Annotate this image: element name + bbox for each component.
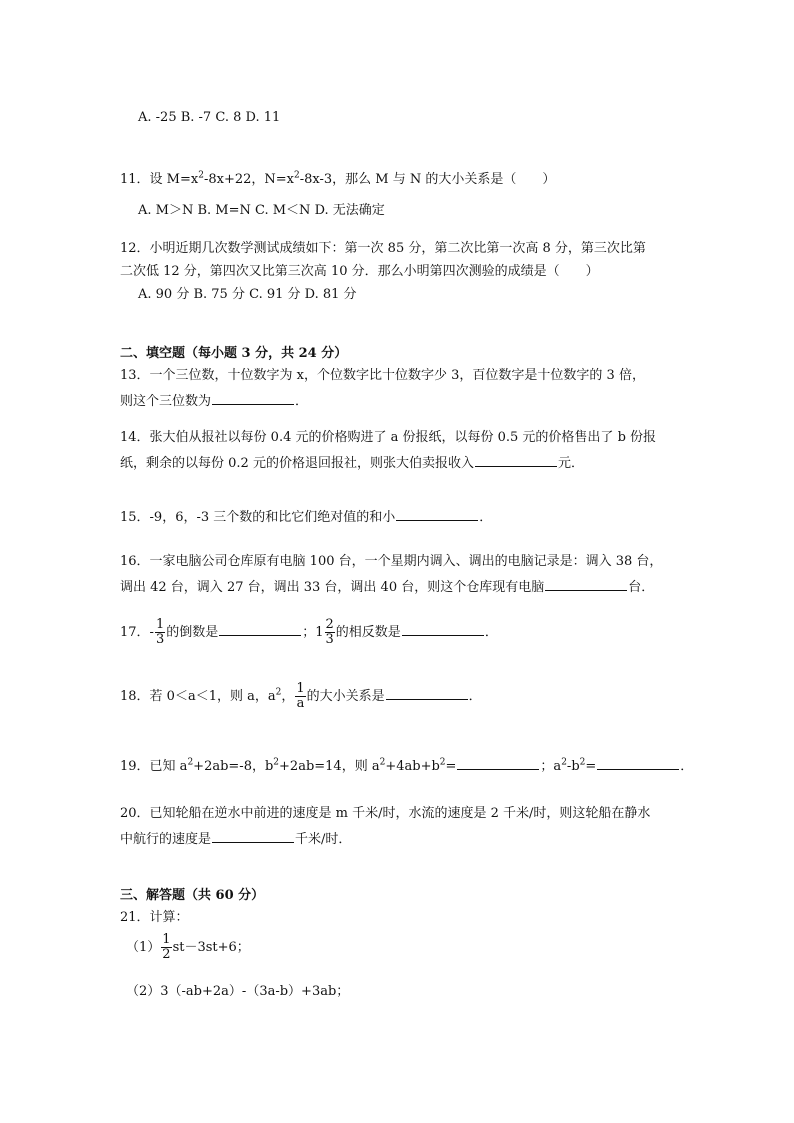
q19-s5: 2: [561, 757, 567, 768]
q17-fraction-1-numerator: 1: [155, 617, 165, 632]
q18-prefix: 18．若 0＜a＜1，则 a，a: [120, 689, 276, 704]
q21-sub1-fraction-denominator: 2: [162, 947, 171, 962]
q11-stem-b: -8x+22，N=x: [203, 172, 294, 187]
q10-options: A. -25 B. -7 C. 8 D. 11: [138, 110, 281, 125]
q19-s1: 2: [187, 757, 194, 768]
q19-p4: +4ab+b: [385, 759, 440, 774]
q19-p5: =: [445, 759, 457, 774]
q17-end: ．: [484, 625, 498, 640]
q13-line1: 13．一个三位数，十位数字为 x，个位数字比十位数字少 3，百位数字是十位数字的 3 倍，: [120, 368, 645, 383]
q17-fraction-1: [155, 618, 165, 647]
q15-period: ．: [479, 510, 493, 525]
q20-text: 中航行的速度是: [120, 832, 212, 847]
q21-sub1-fraction: [161, 933, 171, 962]
q19: [120, 756, 693, 775]
q12-line1: 12．小明近期几次数学测试成绩如下：第一次 85 分，第二次比第一次高 8 分，第三次比第: [120, 241, 646, 256]
q15: [120, 507, 492, 526]
q18-end: ．: [468, 689, 482, 704]
q14-text: 纸，剩余的以每份 0.2 元的价格退回报社，则张大伯卖报收入: [120, 456, 474, 471]
q14-line1: 14．张大伯从报社以每份 0.4 元的价格购进了 a 份报纸，以每份 0.5 元的价格售出了 b 份报: [120, 430, 657, 445]
q19-p1: 19．已知 a: [120, 759, 188, 774]
q19-answer-blank-1[interactable]: [457, 756, 539, 770]
section2-title: 二、填空题（每小题 3 分，共 24 分）: [120, 346, 348, 361]
q19-p2: +2ab=-8，b: [193, 759, 274, 774]
q19-p3: +2ab=14，则 a: [279, 759, 380, 774]
q16-line2: [120, 577, 654, 596]
q18: [120, 682, 482, 712]
q17-fraction-2-numerator: 2: [325, 617, 334, 632]
q18-answer-blank[interactable]: [386, 686, 468, 700]
q17-fraction-1-denominator: 3: [155, 632, 165, 647]
q19-s3: 2: [379, 757, 386, 768]
q14-line2: [120, 453, 584, 472]
q17-mid1: 的倒数是: [166, 625, 219, 640]
q18-mid: 的大小关系是: [306, 689, 385, 704]
q15-answer-blank[interactable]: [396, 507, 478, 521]
q21-sub1-label: （1）: [126, 940, 161, 955]
q21-sub1-fraction-numerator: 1: [162, 932, 171, 947]
q18-fraction: [295, 682, 305, 711]
q13-answer-blank[interactable]: [212, 391, 294, 405]
q17-prefix: 17．-: [120, 625, 154, 640]
q19-p6: ；a: [540, 759, 562, 774]
q19-answer-blank-2[interactable]: [597, 756, 679, 770]
q13-line2: [120, 391, 308, 410]
q17-fraction-2: [325, 618, 335, 647]
q15-text: 15．-9，6，-3 三个数的和比它们绝对值的和小: [120, 510, 396, 525]
q21-sub2: （2）3（-ab+2a）-（3a-b）+3ab；: [126, 984, 350, 999]
q18-sup: 2: [275, 687, 282, 698]
q20-unit: 千米/时．: [295, 832, 352, 847]
section3-title: 三、解答题（共 60 分）: [120, 888, 265, 903]
q17-answer-blank-1[interactable]: [219, 622, 301, 636]
q14-unit: 元．: [557, 456, 584, 471]
q11-stem-a: 11．设 M=x: [120, 172, 199, 187]
q20-line1: 20．已知轮船在逆水中前进的速度是 m 千米/时，水流的速度是 2 千米/时，则这轮船在静水: [120, 806, 651, 821]
q19-end: ．: [680, 759, 694, 774]
q11-stem-c: -8x-3，那么 M 与 N 的大小关系是（ ）: [299, 172, 556, 187]
q16-answer-blank[interactable]: [545, 577, 627, 591]
q18-fraction-denominator: a: [296, 696, 305, 711]
q12-line2: 二次低 12 分，第四次又比第三次高 10 分．那么小明第四次测验的成绩是（ ）: [120, 264, 599, 279]
q11-stem: [120, 172, 555, 188]
q21-sub1-expression: st－3st+6；: [172, 940, 250, 955]
q19-s6: 2: [579, 757, 586, 768]
q11-sup2: 2: [293, 170, 300, 181]
q17-separator: ；1: [302, 625, 324, 640]
q12-options: A. 90 分 B. 75 分 C. 91 分 D. 81 分: [138, 287, 357, 302]
q17-answer-blank-2[interactable]: [402, 622, 484, 636]
q18-fraction-numerator: 1: [296, 681, 305, 696]
q11-options: A. M＞N B. M=N C. M＜N D. 无法确定: [138, 203, 385, 218]
q20-line2: [120, 829, 351, 848]
q21-sub1: [126, 932, 250, 964]
q17-fraction-2-denominator: 3: [325, 632, 334, 647]
q16-line1: 16．一家电脑公司仓库原有电脑 100 台，一个星期内调入、调出的电脑记录是：调入 38 台，: [120, 554, 663, 569]
q18-comma: ，: [281, 689, 295, 704]
q19-s2: 2: [273, 757, 280, 768]
q17-mid2: 的相反数是: [335, 625, 401, 640]
q19-s4: 2: [439, 757, 446, 768]
q13-text: 则这个三位数为: [120, 394, 212, 409]
q19-p8: =: [585, 759, 597, 774]
q20-answer-blank[interactable]: [212, 829, 294, 843]
q17: [120, 618, 498, 648]
q21-title: 21．计算：: [120, 910, 189, 925]
q19-p7: -b: [566, 759, 580, 774]
q13-period: ．: [295, 394, 309, 409]
q14-answer-blank[interactable]: [475, 453, 557, 467]
q16-unit: 台．: [628, 580, 655, 595]
q11-sup1: 2: [198, 170, 204, 181]
q16-text: 调出 42 台，调入 27 台，调出 33 台，调出 40 台，则这个仓库现有电脑: [120, 580, 545, 595]
